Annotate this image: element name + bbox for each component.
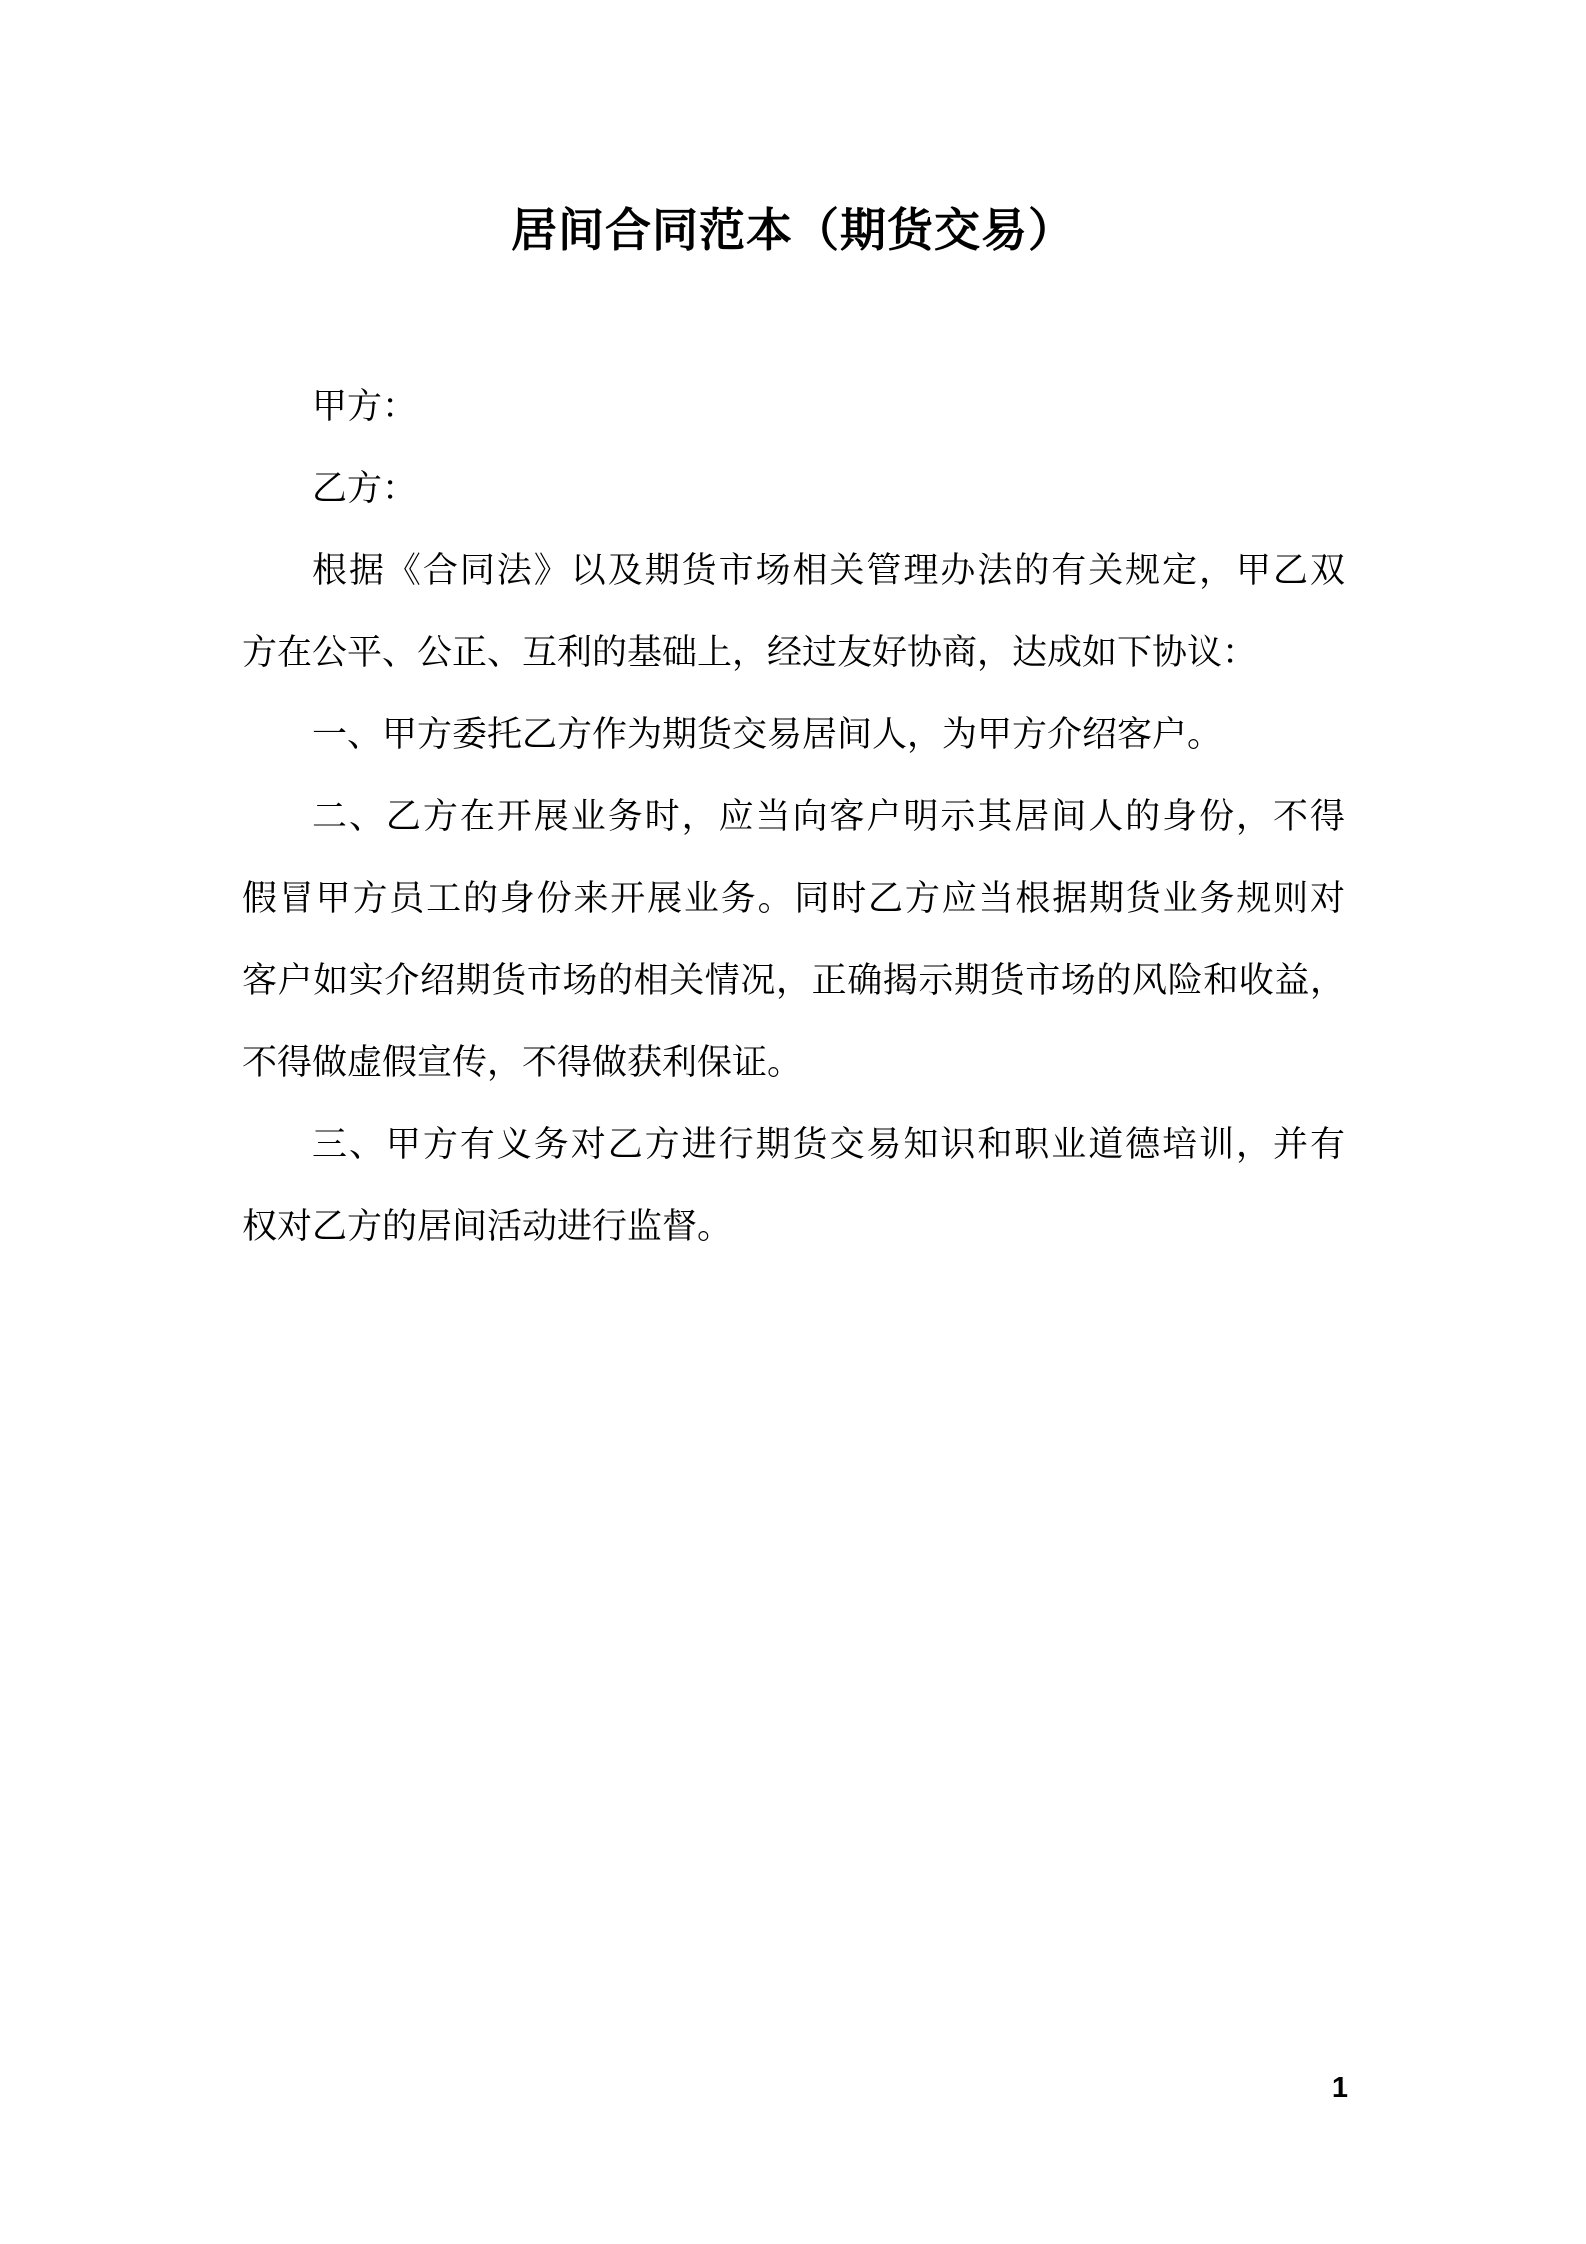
text-line: 客户如实介绍期货市场的相关情况，正确揭示期货市场的风险和收益， [242,961,1345,1000]
text-line: 三、甲方有义务对乙方进行期货交易知识和职业道德培训，并有 [312,1125,1345,1164]
document-title: 居间合同范本（期货交易） [511,204,1075,256]
page-number: 1 [1331,2072,1348,2104]
text-line: 方在公平、公正、互利的基础上，经过友好协商，达成如下协议： [242,633,1258,672]
text-line: 乙方： [312,469,418,508]
paragraph [242,776,1345,1104]
paragraph [242,530,1345,694]
paragraph [242,448,1345,530]
text-line: 甲方： [312,387,418,426]
text-line: 不得做虚假宣传，不得做获利保证。 [242,1043,803,1082]
paragraph [242,1104,1345,1268]
page-footer [242,2068,1348,2108]
text-line: 二、乙方在开展业务时，应当向客户明示其居间人的身份，不得 [312,797,1345,836]
paragraph [242,694,1345,776]
text-line: 权对乙方的居间活动进行监督。 [242,1207,733,1246]
text-line: 假冒甲方员工的身份来开展业务。同时乙方应当根据期货业务规则对 [242,879,1345,918]
text-line: 一、甲方委托乙方作为期货交易居间人，为甲方介绍客户。 [312,715,1223,754]
paragraph [242,366,1345,448]
text-line: 根据《合同法》以及期货市场相关管理办法的有关规定，甲乙双 [312,551,1345,590]
document-body [242,366,1345,1268]
